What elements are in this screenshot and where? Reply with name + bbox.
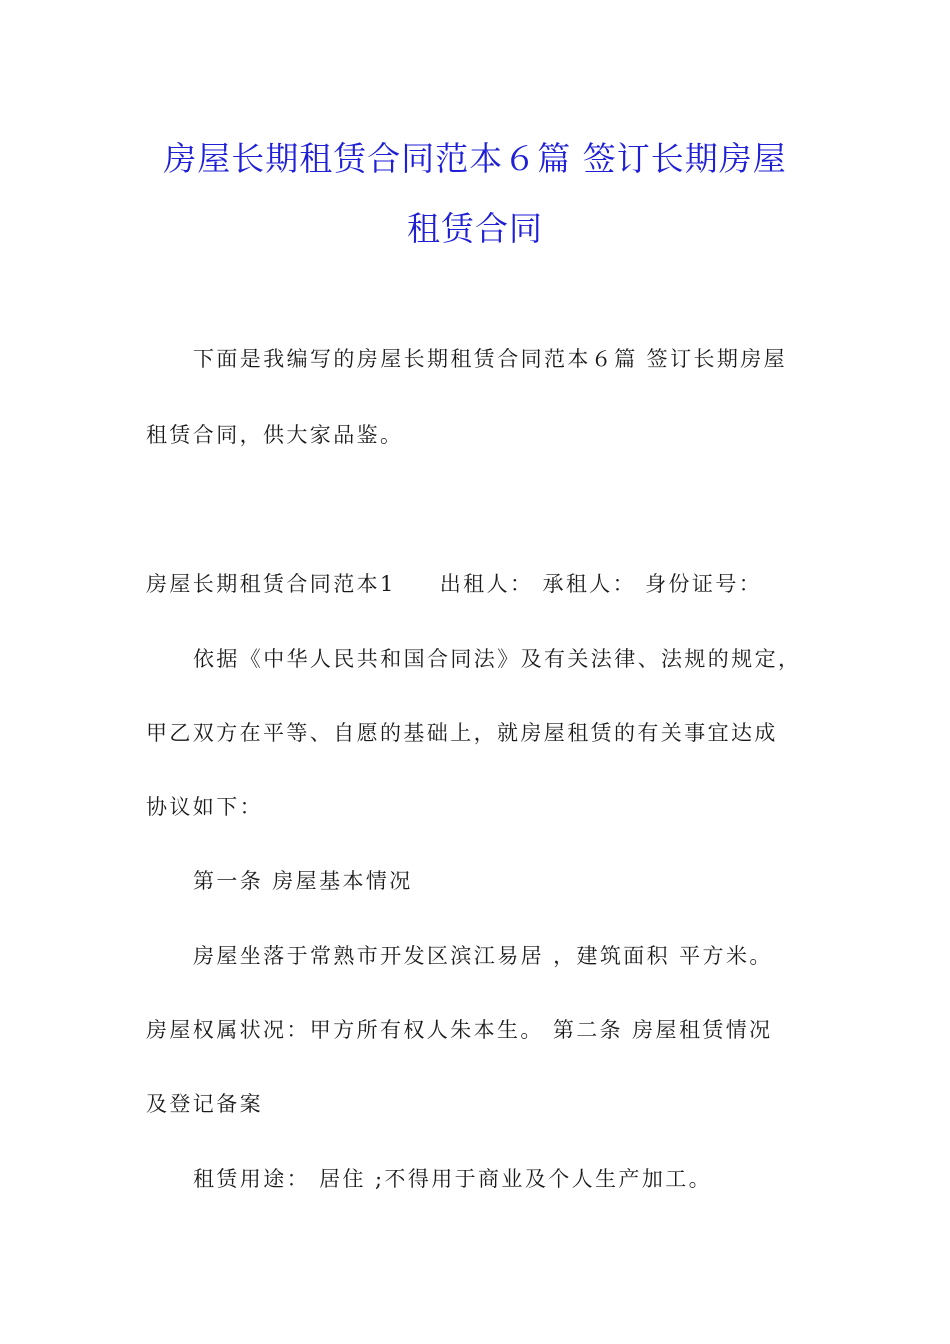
intro-line-1: 下面是我编写的房屋长期租赁合同范本６篇 签订长期房屋 xyxy=(193,347,788,371)
basis-line-3: 协议如下： xyxy=(146,795,263,819)
usage-line: 租赁用途： 居住 ;不得用于商业及个人生产加工。 xyxy=(193,1167,713,1191)
contract-heading: 房屋长期租赁合同范本1 xyxy=(146,572,396,596)
contract-parties: 出租人： 承租人： 身份证号： xyxy=(439,572,763,596)
article-1-title: 第一条 房屋基本情况 xyxy=(193,869,413,893)
document-title-line-1: 房屋长期租赁合同范本６篇 签订长期房屋 xyxy=(163,139,787,178)
intro-line-2: 租赁合同，供大家品鉴。 xyxy=(146,423,404,447)
contract-heading-row xyxy=(146,569,762,599)
ownership-line-2: 及登记备案 xyxy=(146,1092,263,1116)
location-line: 房屋坐落于常熟市开发区滨江易居 ，建筑面积 平方米。 xyxy=(193,944,773,968)
ownership-line-1: 房屋权属状况：甲方所有权人朱本生。 第二条 房屋租赁情况 xyxy=(146,1018,773,1042)
basis-line-2: 甲乙双方在平等、自愿的基础上，就房屋租赁的有关事宜达成 xyxy=(146,721,778,745)
basis-line-1: 依据《中华人民共和国合同法》及有关法律、法规的规定， xyxy=(193,647,802,671)
document-title-line-2: 租赁合同 xyxy=(407,209,543,248)
